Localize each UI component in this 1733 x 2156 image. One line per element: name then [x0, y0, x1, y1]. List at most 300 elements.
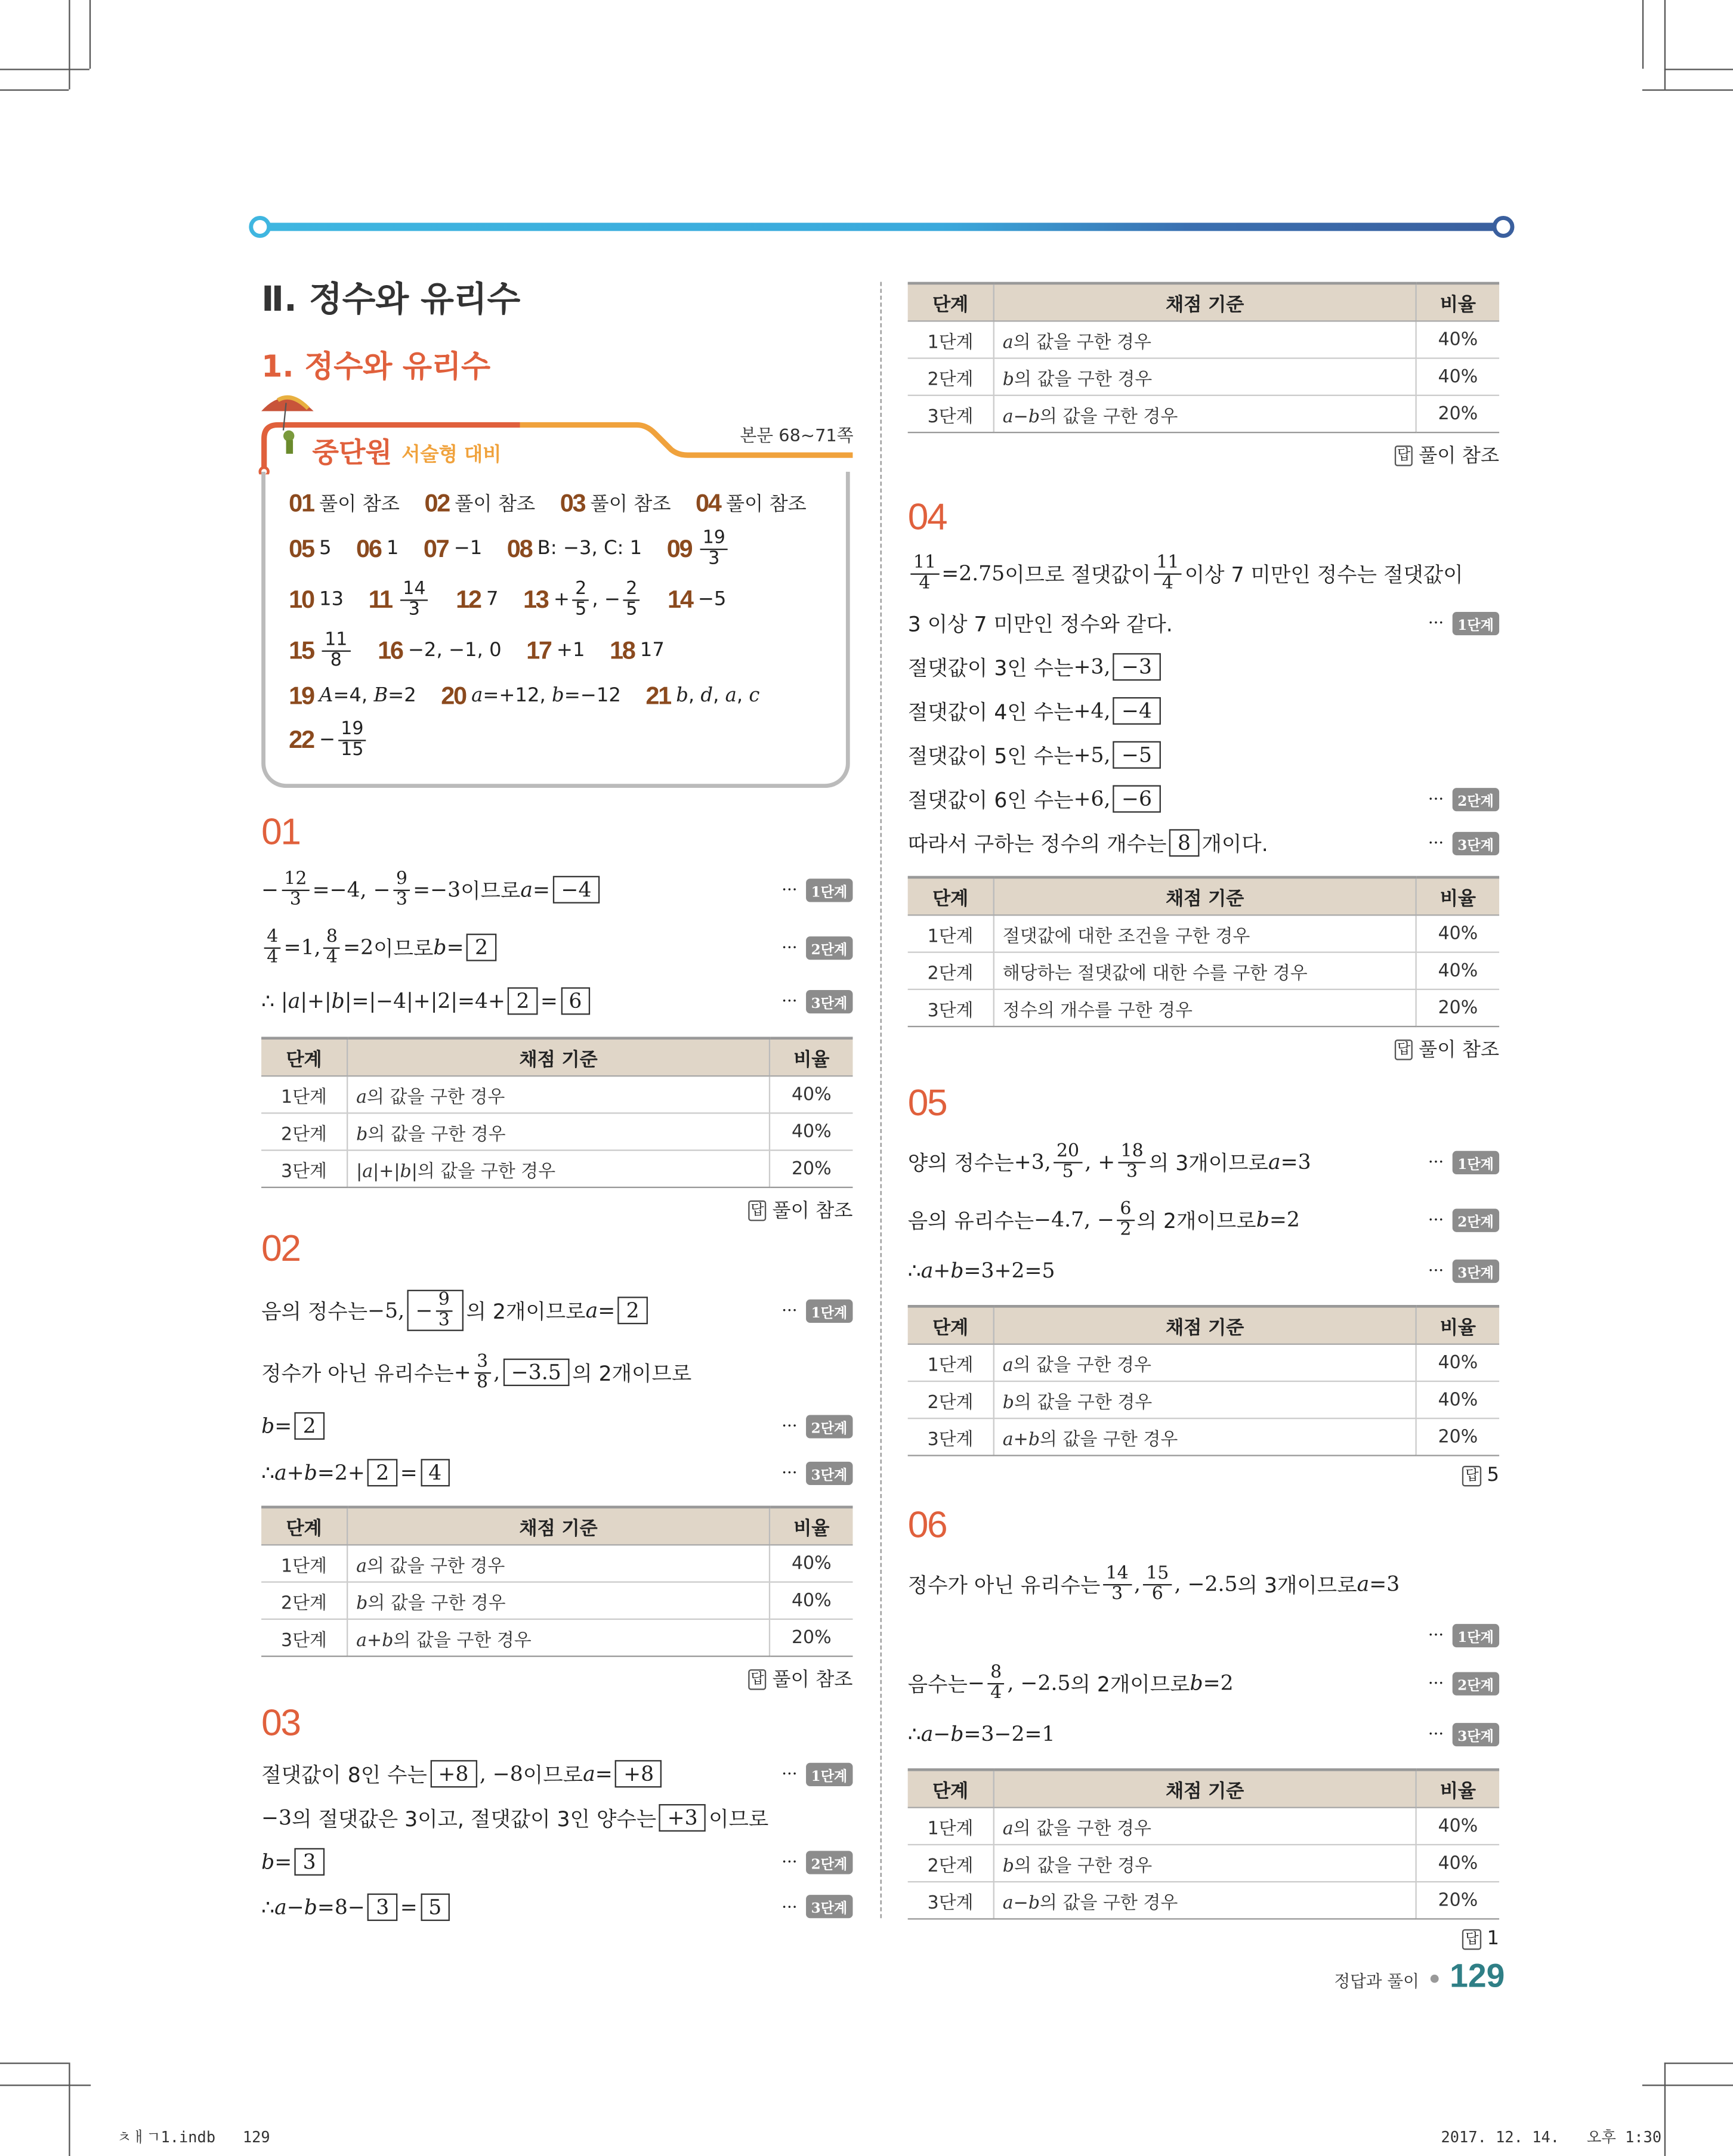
fraction [700, 529, 728, 568]
step-cell: 3단계 [261, 1150, 347, 1187]
variable: b [1002, 369, 1014, 390]
answer-number: 03 [560, 488, 585, 516]
umbrella-mascot-icon [258, 389, 313, 457]
step-badge: 1단계 [1452, 1623, 1499, 1647]
math-text: B: −3, C: 1 [537, 537, 642, 560]
math-text: 4 [428, 1460, 442, 1486]
answer-number: 01 [289, 488, 314, 516]
problem-04 [908, 496, 1499, 1063]
ratio-cell: 20% [770, 1619, 852, 1656]
math-text: , [493, 1360, 501, 1385]
korean-text: 의 값을 구한 경우 [367, 1593, 506, 1614]
korean-text: 절댓값에 대한 조건을 구한 경우 [1002, 926, 1250, 947]
step-badge: 2단계 [805, 1414, 852, 1437]
step-cell: 1단계 [261, 1545, 347, 1582]
ratio-cell: 40% [1416, 1381, 1499, 1418]
numerator: 2 [623, 580, 640, 601]
table-row [908, 1808, 1499, 1845]
ratio-cell: 40% [770, 1545, 852, 1582]
step-marker [781, 1299, 852, 1322]
step-cell: 3단계 [908, 395, 994, 432]
problem-number: 05 [907, 1082, 947, 1124]
math-text: + [933, 1258, 951, 1283]
korean-text: 이므로 절댓값이 [1005, 561, 1151, 587]
korean-text: 의 2개이므로 [1070, 1671, 1190, 1696]
scoring-table [908, 1305, 1499, 1456]
answer-number: 20 [441, 681, 466, 709]
step-marker [1428, 1259, 1499, 1282]
numerator: 14 [1103, 1564, 1131, 1585]
answer-item [378, 636, 502, 664]
korean-text: 이므로 [373, 935, 434, 961]
korean-text: 절댓값이 3인 수는 [907, 655, 1074, 680]
step-badge: 1단계 [1452, 611, 1499, 635]
variable: b [356, 1593, 368, 1614]
variable: b [304, 1460, 317, 1486]
math-text: + [553, 588, 570, 611]
page-reference: 본문 68~71쪽 [740, 425, 854, 446]
step-badge: 1단계 [1452, 1150, 1499, 1174]
math-text: =3 [1369, 1572, 1400, 1597]
answer-value [397, 580, 431, 619]
table-header: 비율 [770, 1038, 852, 1076]
table-row [908, 1418, 1499, 1455]
math-text: − [286, 1894, 304, 1919]
korean-text: 의 절댓값은 3이고, 절댓값이 3인 양수는 [292, 1806, 657, 1831]
problem-05 [908, 1082, 1499, 1487]
criterion-cell [994, 915, 1416, 952]
denominator: 3 [408, 599, 420, 620]
print-slug-date: 2017. 12. 14. 오후 1:30 [1441, 2129, 1662, 2147]
step-cell: 2단계 [908, 358, 994, 395]
denominator: 4 [267, 946, 279, 967]
ratio-cell: 40% [770, 1113, 852, 1150]
fraction [435, 1291, 452, 1330]
fraction [474, 1353, 490, 1391]
math-text: +8 [438, 1761, 469, 1786]
variable: a [920, 1258, 934, 1283]
ellipsis: ··· [781, 991, 798, 1011]
problem-02 [261, 1228, 852, 1693]
answer-item [289, 534, 331, 563]
math-text: −4 [561, 877, 592, 902]
math-text: 2 [516, 988, 530, 1014]
answer-value [471, 685, 621, 707]
ratio-cell: 40% [1416, 915, 1499, 952]
table-row [908, 1882, 1499, 1919]
ellipsis: ··· [1428, 789, 1444, 809]
denominator: 5 [575, 599, 587, 620]
answer-value [319, 631, 353, 670]
answer-number: 07 [423, 534, 449, 562]
math-text: =−3 [413, 877, 461, 902]
final-answer: 1 [1487, 1928, 1500, 1950]
korean-text: 풀이 참조 [725, 493, 807, 516]
math-text: = [446, 935, 464, 960]
table-row [908, 915, 1499, 952]
table-row [261, 1113, 852, 1150]
answer-item [289, 585, 344, 614]
ellipsis: ··· [1428, 1724, 1444, 1744]
ratio-cell: 40% [1416, 1845, 1499, 1882]
variable: A [319, 685, 333, 707]
answer-number: 08 [506, 534, 532, 562]
numerator: 15 [1144, 1564, 1172, 1585]
math-text: 6 [569, 988, 582, 1014]
fraction [282, 870, 310, 909]
answer-line [261, 1196, 852, 1224]
table-row [261, 1582, 852, 1619]
table-header: 비율 [1416, 1306, 1499, 1344]
math-text: =3 [1280, 1149, 1311, 1174]
step-badge: 2단계 [805, 936, 852, 959]
answer-box [295, 1848, 325, 1876]
math-text: 2 [626, 1298, 640, 1323]
variable: a [585, 1298, 598, 1323]
answer-value [537, 537, 642, 559]
answer-number: 18 [609, 636, 635, 664]
math-text: | [356, 1161, 363, 1182]
table-header: 단계 [908, 1306, 994, 1344]
step-cell: 2단계 [908, 1381, 994, 1418]
criterion-cell [994, 1845, 1416, 1882]
variable: b [400, 1161, 412, 1182]
math-text: − [967, 1671, 985, 1696]
variable: a [1002, 406, 1014, 427]
variable: c [749, 685, 760, 707]
korean-text: 개이다. [1201, 831, 1268, 856]
numerator: 6 [1117, 1200, 1134, 1220]
criterion-cell [994, 395, 1416, 432]
math-text: 13 [319, 588, 344, 611]
step-badge: 1단계 [805, 878, 852, 901]
table-header: 채점 기준 [347, 1507, 770, 1545]
step-marker [1428, 831, 1499, 855]
table-header: 채점 기준 [994, 877, 1416, 915]
step-marker [1428, 1671, 1499, 1694]
step-marker [781, 936, 852, 959]
variable: b [1190, 1671, 1203, 1696]
criterion-cell [994, 1344, 1416, 1381]
problem-01 [261, 811, 852, 1224]
denominator: 8 [476, 1371, 489, 1393]
ratio-cell: 20% [770, 1150, 852, 1187]
ratio-cell: 20% [1416, 395, 1499, 432]
korean-text: 의 값을 구한 경우 [1040, 1892, 1178, 1914]
final-answer: 풀이 참조 [772, 1200, 853, 1223]
solution-line [908, 821, 1499, 865]
variable: b [1028, 1429, 1040, 1450]
korean-text: 이상 7 미만인 정수는 절댓값이 [1184, 561, 1463, 587]
math-text: − [415, 1298, 433, 1323]
answer-box [1113, 697, 1160, 725]
math-text: , − [592, 588, 621, 611]
math-text: = [274, 1849, 292, 1874]
korean-text: 의 값을 구한 경우 [1013, 332, 1151, 353]
page-number: 129 [1450, 1958, 1505, 1996]
answer-number: 12 [456, 585, 481, 613]
step-badge: 2단계 [805, 1850, 852, 1873]
answer-value [726, 490, 807, 517]
answer-item [424, 534, 482, 563]
answer-mark-icon: 답 [1463, 1465, 1482, 1486]
answer-item [289, 631, 353, 670]
korean-text: 3 이상 7 미만인 정수와 같다. [907, 611, 1173, 636]
answer-line [908, 1464, 1499, 1486]
table-header: 비율 [1416, 877, 1499, 915]
problem-06 [908, 1504, 1499, 1950]
answer-row [289, 629, 689, 670]
math-text: − [261, 877, 279, 902]
korean-text: 의 3개이므로 [1148, 1150, 1268, 1176]
korean-text: 양의 정수는 [907, 1150, 1014, 1176]
ellipsis: ··· [781, 1764, 798, 1784]
variable: a [1002, 1892, 1014, 1914]
answer-row [289, 719, 394, 760]
answer-value [557, 639, 585, 661]
table-header: 채점 기준 [994, 283, 1416, 321]
table-row [908, 1381, 1499, 1418]
answer-number: 02 [424, 488, 450, 516]
korean-text: 의 값을 구한 경우 [393, 1630, 532, 1651]
korean-text: 이므로 [523, 1762, 583, 1787]
korean-text: 따라서 구하는 정수의 개수는 [907, 831, 1167, 856]
variable: B [373, 685, 388, 707]
variable: a [1002, 332, 1014, 353]
step-badge: 3단계 [805, 1461, 852, 1484]
step-marker [781, 1895, 852, 1918]
korean-text: 정수가 아닌 유리수는 [907, 1572, 1101, 1597]
variable: b [1256, 1207, 1269, 1232]
math-text: |+| [300, 988, 332, 1014]
math-text: =2 [343, 935, 374, 960]
math-text: 5 [319, 537, 332, 560]
step-cell: 2단계 [908, 952, 994, 989]
denominator: 3 [438, 1310, 450, 1331]
table-header: 비율 [1416, 1770, 1499, 1807]
answer-item [456, 585, 498, 614]
fraction [1144, 1564, 1172, 1603]
answer-number: 13 [523, 585, 548, 613]
step-cell: 1단계 [908, 1808, 994, 1845]
math-text: 2 [475, 935, 489, 960]
math-text: − [1013, 1892, 1028, 1914]
variable: a [288, 988, 301, 1014]
answer-item [696, 489, 807, 518]
ratio-cell: 20% [1416, 1418, 1499, 1455]
solution-line [908, 1710, 1499, 1757]
answer-number: 11 [368, 585, 392, 613]
answer-box [367, 1459, 397, 1486]
math-text: =2 [1203, 1671, 1234, 1696]
answer-line [908, 441, 1499, 469]
variable: b [1028, 1892, 1040, 1914]
step-cell: 3단계 [908, 1882, 994, 1919]
solution-line [908, 689, 1499, 733]
criterion-cell [347, 1113, 770, 1150]
criterion-cell [994, 1808, 1416, 1845]
criterion-cell [347, 1582, 770, 1619]
math-text: , −8 [479, 1761, 523, 1786]
answer-item [289, 681, 416, 710]
variable: a [274, 1894, 287, 1919]
denominator: 5 [1062, 1161, 1074, 1182]
variable: a [362, 1161, 373, 1182]
numerator: 11 [1154, 554, 1182, 574]
math-text: −3.5 [511, 1360, 561, 1385]
answer-value [454, 537, 483, 559]
korean-text: 절댓값이 6인 수는 [907, 787, 1074, 812]
answer-item [645, 681, 759, 710]
korean-text: 의 2개이므로 [466, 1298, 586, 1324]
solution-line [261, 1752, 852, 1796]
variable: b [261, 1849, 275, 1874]
answer-box [659, 1804, 706, 1832]
variable: a [1268, 1149, 1281, 1174]
problem-03-scoring [908, 271, 1499, 469]
fraction [264, 928, 281, 967]
answer-value [486, 589, 499, 611]
crop-mark [1642, 89, 1733, 91]
math-text: , [713, 685, 725, 707]
answer-item [507, 534, 642, 563]
fraction [1054, 1143, 1082, 1181]
math-text: 3 [302, 1849, 316, 1874]
math-text: +5, [1073, 743, 1111, 768]
math-text: −4 [1122, 698, 1153, 723]
ellipsis: ··· [1428, 1261, 1444, 1280]
step-badge: 1단계 [805, 1299, 852, 1322]
solution-line [908, 546, 1499, 601]
ratio-cell: 40% [770, 1582, 852, 1619]
math-text: =+12, [483, 685, 552, 707]
solution-line [908, 645, 1499, 689]
korean-text: 의 값을 구한 경우 [1013, 1818, 1151, 1839]
math-text: =−12 [564, 685, 621, 707]
variable: b [1028, 406, 1040, 427]
answer-box [407, 1289, 464, 1331]
math-text: =2.75 [941, 561, 1005, 586]
math-text: +8 [623, 1761, 654, 1786]
denominator: 3 [396, 889, 407, 910]
math-text: −4.7, − [1034, 1207, 1115, 1232]
answer-value [408, 639, 502, 661]
ellipsis: ··· [781, 880, 798, 899]
variable: b [382, 1630, 394, 1651]
korean-text: 정수가 아닌 유리수는 [261, 1360, 454, 1385]
step-badge: 3단계 [1452, 1259, 1499, 1282]
banner-title: 중단원 [312, 435, 393, 469]
variable: b [1002, 1855, 1014, 1876]
answer-box [467, 934, 496, 961]
step-marker [1428, 611, 1499, 635]
variable: b [304, 1894, 317, 1919]
ellipsis: ··· [781, 1463, 798, 1483]
crop-mark [1642, 0, 1644, 69]
korean-text: 해당하는 절댓값에 대한 수를 구한 경우 [1002, 963, 1308, 984]
problem-number: 04 [907, 496, 947, 538]
denominator: 4 [919, 573, 931, 593]
math-text: −5, [367, 1298, 405, 1323]
numerator: 8 [988, 1663, 1005, 1684]
variable: a [1002, 1429, 1014, 1450]
denominator: 4 [990, 1682, 1002, 1703]
fraction [1118, 1143, 1146, 1181]
solution-line [908, 1554, 1499, 1614]
crop-mark [1664, 2062, 1733, 2064]
step-cell: 2단계 [261, 1582, 347, 1619]
math-text: − [1013, 406, 1028, 427]
answer-box [295, 1412, 325, 1440]
variable: a [520, 877, 533, 902]
step-cell: 1단계 [908, 321, 994, 358]
fraction [323, 928, 340, 967]
fraction [393, 870, 410, 909]
solution-line [261, 918, 852, 976]
answer-value [640, 639, 665, 661]
korean-text: 절댓값이 8인 수는 [261, 1762, 427, 1787]
math-text: ∴ | [261, 988, 288, 1014]
step-marker [1428, 1722, 1499, 1746]
math-text: = [274, 1413, 292, 1439]
numerator: 20 [1054, 1143, 1082, 1163]
final-answer: 풀이 참조 [1419, 1040, 1500, 1062]
numerator: 18 [1118, 1143, 1146, 1163]
denominator: 8 [330, 649, 342, 670]
math-text: =2+ [317, 1460, 365, 1486]
math-text: −3 [261, 1805, 292, 1830]
table-row [261, 1076, 852, 1113]
step-cell: 1단계 [908, 915, 994, 952]
denominator: 3 [708, 547, 720, 569]
answer-item [667, 529, 731, 568]
step-cell: 1단계 [261, 1076, 347, 1113]
bar-end-dot [249, 216, 271, 238]
answer-item [560, 489, 671, 518]
answer-item [523, 580, 643, 619]
numerator: 3 [474, 1353, 490, 1373]
solution-line [908, 1247, 1499, 1294]
numerator: 2 [572, 580, 589, 601]
variable: a [356, 1087, 367, 1108]
answer-number: 10 [289, 585, 314, 613]
answer-box [1113, 785, 1160, 812]
table-row [908, 952, 1499, 989]
step-marker [781, 1414, 852, 1437]
korean-text: 의 값을 구한 경우 [1014, 1392, 1153, 1413]
math-text: 1 [386, 537, 399, 560]
answer-box [1169, 829, 1199, 856]
numerator: 4 [264, 928, 281, 948]
math-text: = [598, 1298, 616, 1323]
numerator: 11 [910, 554, 938, 574]
korean-text: 음의 정수는 [261, 1298, 368, 1324]
math-text: = [540, 988, 558, 1014]
answer-value [698, 589, 727, 611]
criterion-cell [347, 1076, 770, 1113]
step-badge: 2단계 [1452, 787, 1499, 811]
math-text: +3 [667, 1805, 698, 1830]
answer-value [319, 589, 344, 611]
math-text: +6, [1073, 786, 1111, 812]
answer-item [289, 489, 400, 518]
denominator: 15 [341, 739, 364, 760]
variable: a [725, 685, 737, 707]
ellipsis: ··· [1428, 1673, 1444, 1693]
solution-line [261, 976, 852, 1026]
answer-box [367, 1893, 397, 1920]
banner-subtitle: 서술형 대비 [401, 444, 502, 466]
